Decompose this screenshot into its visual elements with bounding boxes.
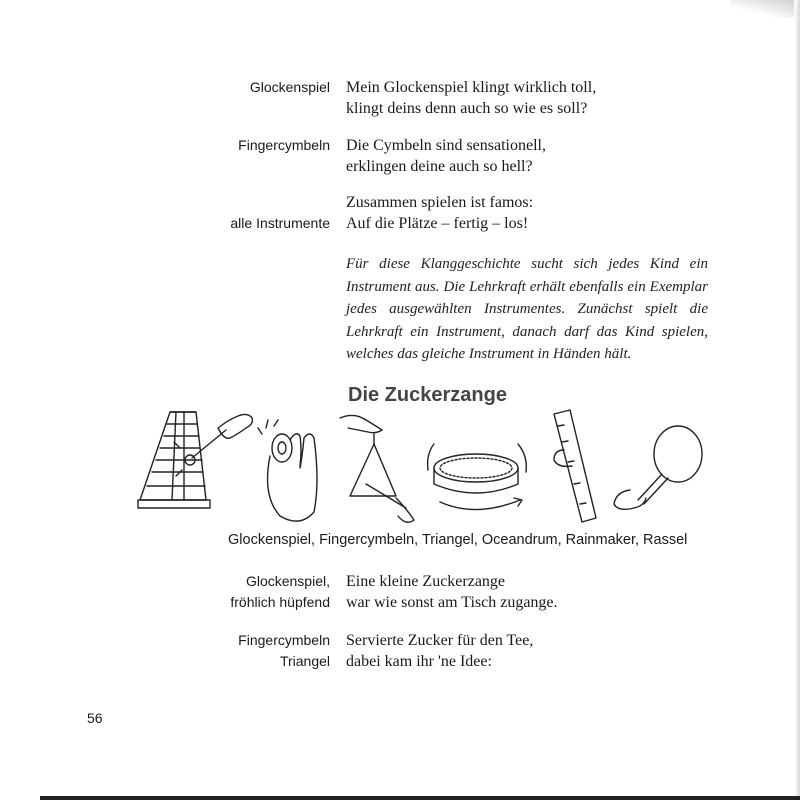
fingercymbeln-icon bbox=[258, 420, 317, 521]
rainmaker-icon bbox=[554, 410, 596, 522]
verse-text: Eine kleine Zuckerzange war wie sonst am Tisch zugange. bbox=[346, 573, 558, 611]
verse-text: Mein Glockenspiel klingt wirklich toll, klingt deins denn auch so wie es soll? bbox=[346, 79, 597, 117]
verse-text: Servierte Zucker für den Tee, dabei kam ihr 'ne Idee: bbox=[346, 632, 534, 670]
triangel-icon bbox=[340, 415, 414, 522]
page-edge bbox=[794, 0, 800, 800]
instrument-label: alle Instrumente bbox=[230, 215, 330, 231]
verse-text: Die Cymbeln sind sensationell, erklingen deine auch so hell? bbox=[346, 137, 546, 175]
rassel-icon bbox=[614, 426, 702, 509]
oceandrum-icon bbox=[428, 444, 527, 510]
page-bottom-edge bbox=[40, 796, 800, 800]
instrument-label: Glockenspiel, fröhlich hüpfend bbox=[230, 573, 330, 610]
instruments-illustration bbox=[134, 404, 716, 528]
instrument-label: Glockenspiel bbox=[249, 79, 330, 95]
verse-text: Zusammen spielen ist famos: Auf die Plätze – fertig – los! bbox=[346, 194, 534, 232]
page-number: 56 bbox=[87, 710, 103, 726]
instrument-label: Fingercymbeln bbox=[238, 137, 330, 153]
instrument-label: Fingercymbeln Triangel bbox=[238, 632, 330, 669]
section-heading: Die Zuckerzange bbox=[348, 384, 507, 406]
glockenspiel-icon bbox=[138, 412, 252, 508]
page-corner-shadow bbox=[730, 0, 800, 18]
instrument-caption: Glockenspiel, Fingercymbeln, Triangel, Oceandrum, Rainmaker, Rassel bbox=[228, 532, 688, 548]
instruction-note: Für diese Klanggeschichte sucht sich jedes Kind ein Instrument aus. Die Lehrkraft erhält ebenfalls ein Exemplar jedes ausgewählten Instrumentes. Zunächst spielt die Lehrkraft ein Instrument, danach darf das Kind spielen, welches das gleiche Instrument in Händen hält. bbox=[346, 256, 708, 362]
